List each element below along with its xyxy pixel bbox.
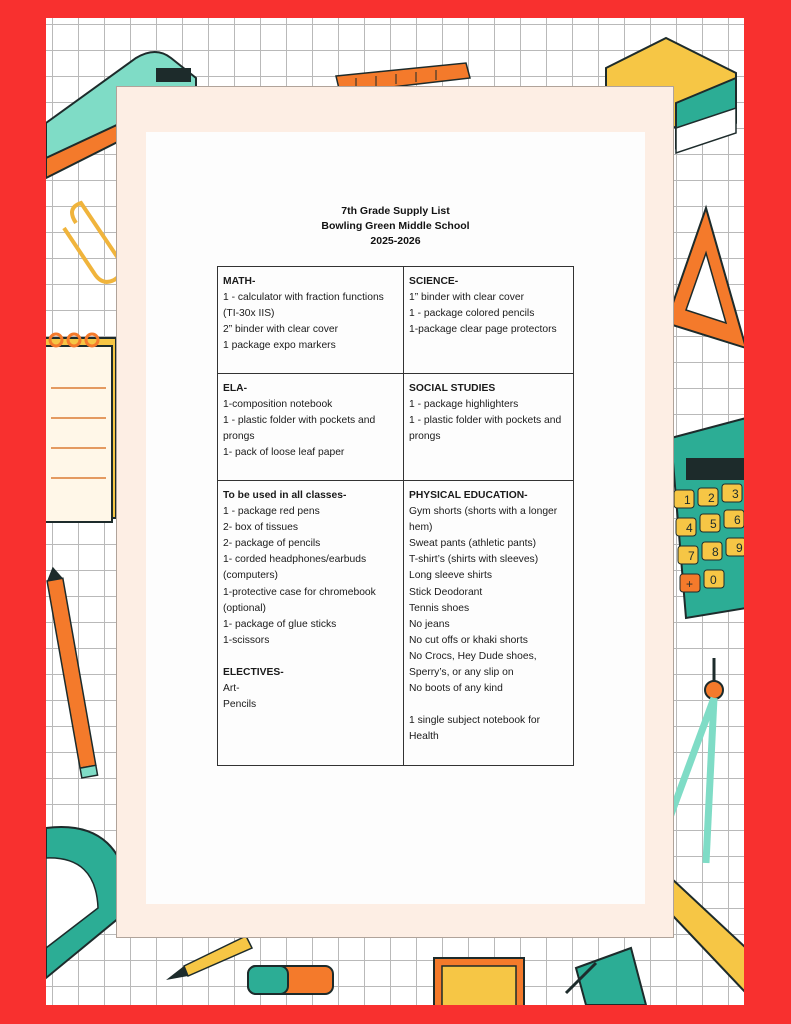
social-studies-cell [404, 374, 573, 481]
list-item: 1 - package red pens [223, 506, 320, 518]
list-item: 1 - plastic folder with pockets and prongs [223, 415, 376, 443]
document-title [0, 204, 791, 249]
math-cell [218, 267, 404, 374]
list-item: 1-package clear page protectors [409, 324, 557, 336]
list-item: Gym shorts (shorts with a longer hem) [409, 506, 558, 534]
ela-heading: ELA- [223, 383, 248, 394]
list-item: T-shirt’s (shirts with sleeves) [409, 554, 539, 566]
list-item: 1 - package colored pencils [409, 308, 535, 320]
social-studies-heading: SOCIAL STUDIES [409, 383, 496, 394]
list-item: No cut offs or khaki shorts [409, 634, 528, 646]
calc-key: 8 [712, 545, 719, 559]
calc-key: 6 [734, 513, 741, 527]
list-item: 1 - package highlighters [409, 399, 519, 411]
calc-key: 9 [736, 541, 743, 555]
list-item: 2- package of pencils [223, 538, 321, 550]
list-item: Long sleeve shirts [409, 570, 492, 582]
physical-education-list [409, 504, 569, 697]
calc-key: 7 [688, 549, 695, 563]
list-item: Stick Deodorant [409, 586, 483, 598]
list-item: 1- corded headphones/earbuds (computers) [223, 554, 367, 582]
list-item: 1 package expo markers [223, 340, 336, 352]
list-item: Art- [223, 683, 240, 695]
math-list [223, 290, 399, 354]
all-classes-list [223, 504, 399, 649]
list-item: 2- box of tissues [223, 522, 298, 534]
list-item: 2” binder with clear cover [223, 324, 339, 336]
calc-key: 5 [710, 517, 717, 531]
calc-key: 0 [710, 573, 717, 587]
pencil-bottom-icon [166, 936, 252, 980]
health-note: 1 single subject notebook for Health [409, 715, 541, 743]
math-heading: MATH- [223, 276, 256, 287]
physical-education-cell [404, 481, 573, 765]
notepad-icon [46, 334, 116, 522]
calculator-icon [671, 418, 744, 618]
school-name: Bowling Green Middle School [321, 220, 470, 232]
social-studies-list [409, 397, 569, 445]
list-item: 1-scissors [223, 634, 270, 646]
list-item: 1 - calculator with fraction functions (TI-30x IIS) [223, 292, 384, 320]
all-classes-heading: To be used in all classes- [223, 490, 347, 501]
calc-key: 4 [686, 521, 693, 535]
electives-heading: ELECTIVES- [223, 666, 284, 678]
science-heading: SCIENCE- [409, 276, 459, 287]
list-item: No Crocs, Hey Dude shoes, Sperry’s, or any slip on [409, 650, 537, 679]
electives-list [223, 681, 399, 713]
list-item: Pencils [223, 699, 257, 711]
list-item: Sweat pants (athletic pants) [409, 538, 537, 550]
list-item: No jeans [409, 618, 450, 630]
list-item: 1-protective case for chromebook (optional) [223, 586, 376, 614]
ela-list [223, 397, 399, 461]
pencil-cup-icon [566, 948, 646, 1005]
calc-key: + [686, 577, 694, 591]
list-item: 1- package of glue sticks [223, 618, 337, 630]
list-item: No boots of any kind [409, 683, 503, 695]
school-year: 2025-2026 [370, 235, 421, 247]
ela-cell [218, 374, 404, 481]
supply-table [217, 266, 574, 766]
calc-key: 1 [684, 493, 691, 507]
list-item: 1-composition notebook [223, 399, 333, 411]
list-item: 1- pack of loose leaf paper [223, 447, 345, 459]
all-classes-cell [218, 481, 404, 765]
physical-education-heading: PHYSICAL EDUCATION- [409, 490, 528, 501]
science-list [409, 290, 569, 338]
eraser-icon [248, 966, 333, 994]
list-item: 1 - plastic folder with pockets and prongs [409, 415, 562, 443]
title-line: 7th Grade Supply List [341, 205, 450, 217]
pencil-icon [46, 565, 98, 778]
calc-key: 2 [708, 491, 715, 505]
notebook-bottom-icon [434, 958, 524, 1005]
list-item: 1” binder with clear cover [409, 292, 525, 304]
list-item: Tennis shoes [409, 602, 470, 614]
compass-icon [666, 658, 723, 863]
calc-key: 3 [732, 487, 739, 501]
science-cell [404, 267, 573, 374]
